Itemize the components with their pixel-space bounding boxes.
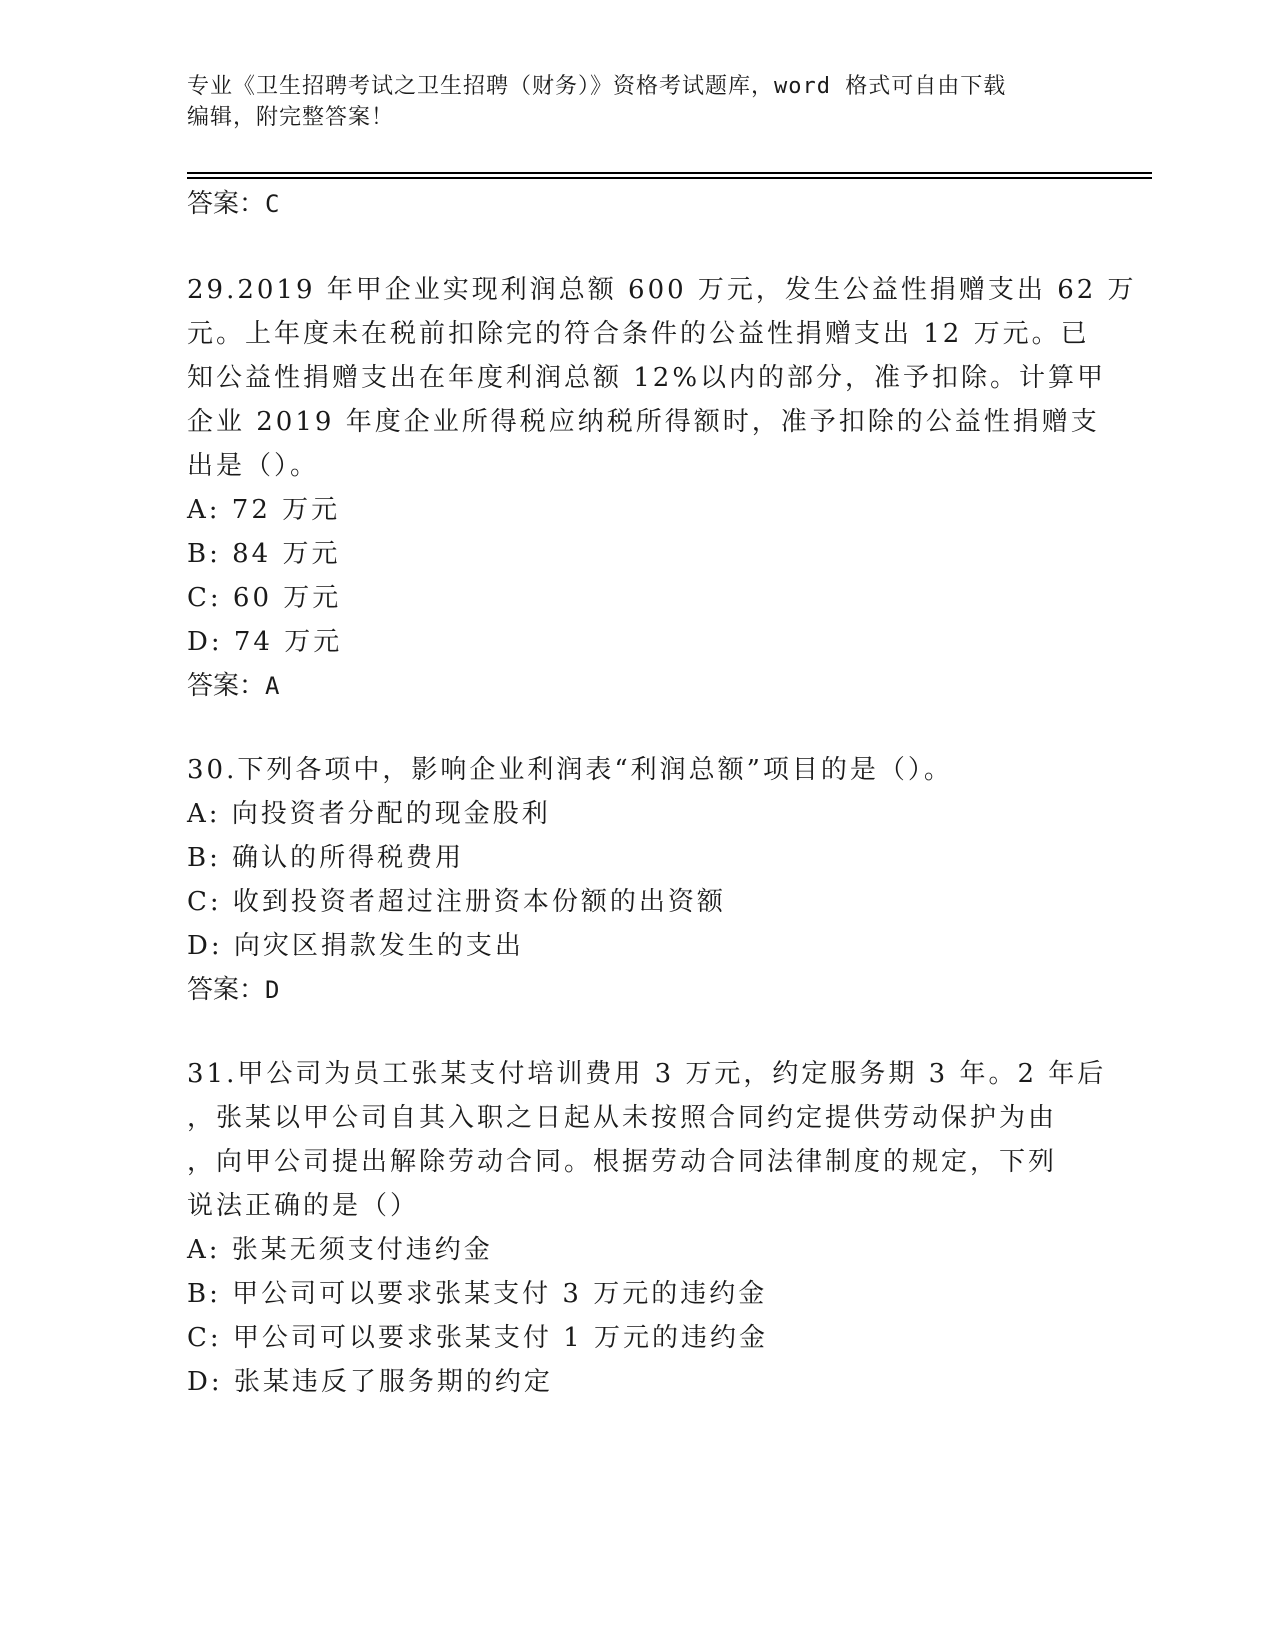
q31-line-1: 31.甲公司为员工张某支付培训费用 3 万元，约定服务期 3 年。2 年后 — [187, 1059, 1107, 1089]
q31-option-a: A: 张某无须支付违约金 — [187, 1235, 493, 1265]
q31-line-2: ，张某以甲公司自其入职之日起从未按照合同约定提供劳动保护为由 — [187, 1103, 1058, 1133]
q30-line-1: 30.下列各项中，影响企业利润表“利润总额”项目的是（）。 — [187, 755, 953, 785]
q31-option-c: C: 甲公司可以要求张某支付 1 万元的违约金 — [187, 1323, 768, 1353]
q31-option-b: B: 甲公司可以要求张某支付 3 万元的违约金 — [187, 1279, 768, 1309]
q30-option-d: D: 向灾区捐款发生的支出 — [187, 931, 524, 961]
answer-label: 答案： — [187, 975, 266, 1005]
q29-option-c: C: 60 万元 — [187, 583, 342, 613]
answer-q29 — [187, 668, 279, 704]
q30-option-b: B: 确认的所得税费用 — [187, 843, 465, 873]
q30-option-a: A: 向投资者分配的现金股利 — [187, 799, 551, 829]
answer-value: D — [265, 976, 280, 1004]
answer-q30 — [187, 972, 279, 1008]
header-title-line-2: 编辑，附完整答案！ — [187, 105, 395, 130]
header-rule-bottom — [187, 177, 1152, 179]
header-title-line-1: 专业《卫生招聘考试之卫生招聘（财务）》资格考试题库，word 格式可自由下载 — [187, 74, 1007, 99]
q31-line-3: ，向甲公司提出解除劳动合同。根据劳动合同法律制度的规定，下列 — [187, 1147, 1058, 1177]
q29-option-d: D: 74 万元 — [187, 627, 343, 657]
q29-option-b: B: 84 万元 — [187, 539, 341, 569]
q29-line-5: 出是（）。 — [187, 451, 320, 481]
answer-label: 答案： — [187, 671, 266, 701]
q30-option-c: C: 收到投资者超过注册资本份额的出资额 — [187, 887, 726, 917]
q29-line-4: 企业 2019 年度企业所得税应纳税所得额时，准予扣除的公益性捐赠支 — [187, 407, 1100, 437]
answer-label: 答案： — [187, 189, 266, 219]
answer-prev — [187, 186, 279, 222]
header-rule-top — [187, 172, 1152, 174]
answer-value: C — [265, 190, 280, 218]
q29-option-a: A: 72 万元 — [187, 495, 341, 525]
q29-line-1: 29.2019 年甲企业实现利润总额 600 万元，发生公益性捐赠支出 62 万 — [187, 275, 1137, 305]
q29-line-3: 知公益性捐赠支出在年度利润总额 12%以内的部分，准予扣除。计算甲 — [187, 363, 1107, 393]
q31-option-d: D: 张某违反了服务期的约定 — [187, 1367, 553, 1397]
q31-line-4: 说法正确的是（） — [187, 1191, 420, 1221]
q29-line-2: 元。上年度未在税前扣除完的符合条件的公益性捐赠支出 12 万元。已 — [187, 319, 1090, 349]
answer-value: A — [265, 672, 280, 700]
